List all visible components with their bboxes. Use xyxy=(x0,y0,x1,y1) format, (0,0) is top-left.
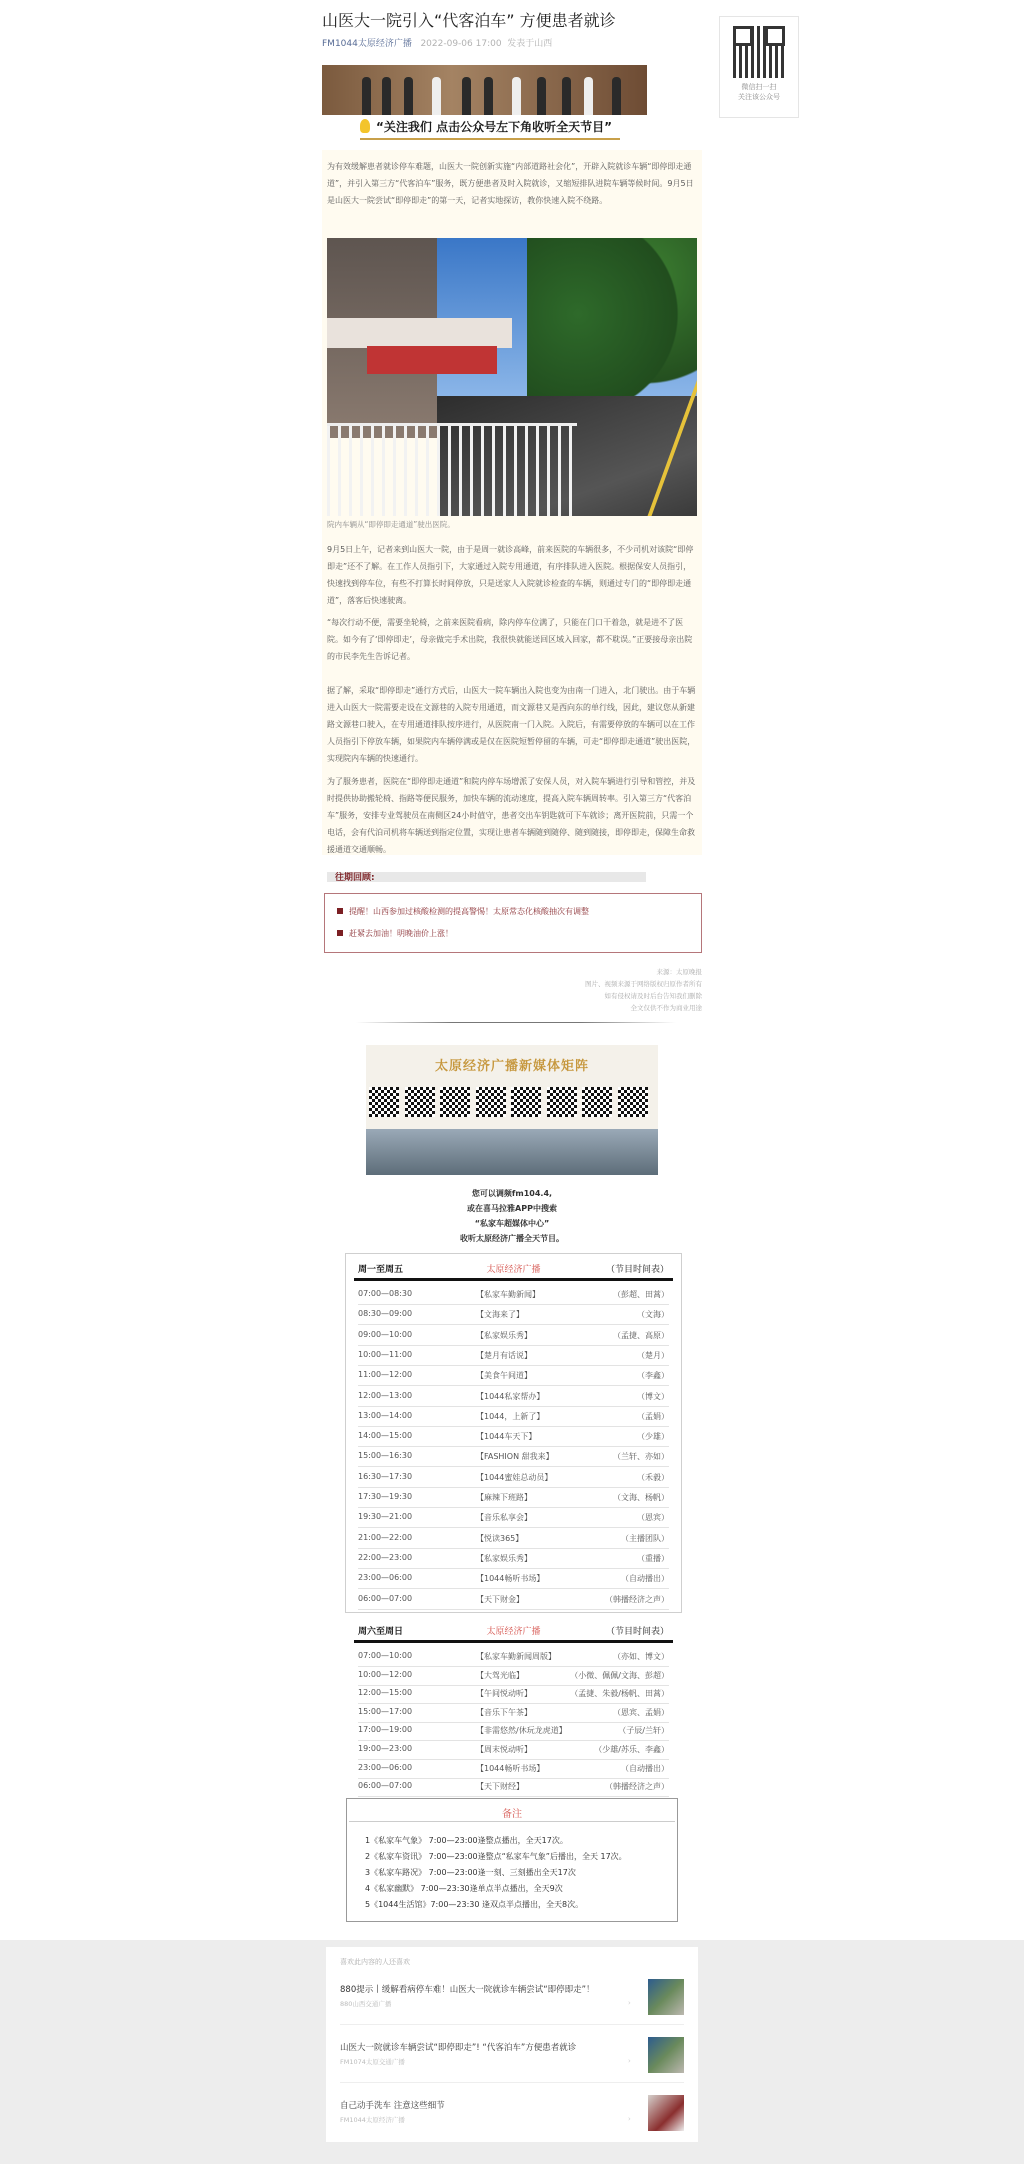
recommend-item-title: 山医大一院就诊车辆尝试“即停即走”! “代客泊车”方便患者就诊 xyxy=(340,2043,577,2053)
chevron-right-icon: › xyxy=(628,1999,631,2007)
schedule-program: 【周末悦动听】 xyxy=(476,1745,532,1754)
schedule-program: 【天下财经】 xyxy=(476,1782,524,1792)
recommend-item-source: 880山西交通广播 xyxy=(340,2000,392,2008)
schedule-row xyxy=(358,1406,669,1427)
schedule-header: 周一至周五 太原经济广播 （节目时间表） xyxy=(358,1265,669,1275)
schedule-program: 【音乐私享会】 xyxy=(476,1513,532,1523)
schedule-host: （文海） xyxy=(637,1310,669,1320)
schedule-time: 17:30—19:30 xyxy=(358,1492,413,1501)
recommend-item[interactable] xyxy=(340,2091,684,2137)
schedule-time: 12:00—15:00 xyxy=(358,1688,413,1698)
schedule-row xyxy=(358,1426,669,1447)
chevron-right-icon: › xyxy=(628,2057,631,2065)
publish-datetime: 2022-09-06 17:00 xyxy=(420,39,502,49)
weekend-schedule-table xyxy=(345,1615,682,1795)
schedule-program: 【1044蜜娃总动员】 xyxy=(476,1472,553,1482)
schedule-program: 【非需悠然/休玩龙虎道】 xyxy=(476,1726,567,1736)
bridge-photo xyxy=(366,1129,658,1175)
schedule-row xyxy=(358,1589,669,1610)
schedule-row xyxy=(358,1446,669,1467)
schedule-program: 【1044畅听书场】 xyxy=(476,1574,545,1584)
weekday-schedule-table xyxy=(345,1253,682,1613)
schedule-host: （自动播出） xyxy=(621,1763,669,1773)
schedule-program: 【私家娱乐秀】 xyxy=(476,1330,532,1340)
schedule-row xyxy=(358,1467,669,1488)
note-item: 3《私家车路况》 7:00—23:00逢一刻、三刻播出全天17次 xyxy=(365,1868,576,1877)
schedule-row xyxy=(358,1386,669,1407)
recommend-item[interactable] xyxy=(340,2033,684,2079)
schedule-host: （重播） xyxy=(637,1553,669,1563)
qr-code-icon xyxy=(476,1087,506,1117)
past-review-header xyxy=(327,872,646,882)
schedule-program: 【麻辣下班路】 xyxy=(476,1493,532,1502)
schedule-program: 【私家娱乐秀】 xyxy=(476,1553,532,1563)
schedule-time: 12:00—13:00 xyxy=(358,1390,413,1400)
chevron-right-icon: › xyxy=(628,2115,631,2123)
matrix-qr-codes xyxy=(369,1087,655,1119)
schedule-time: 09:00—10:00 xyxy=(358,1329,413,1339)
schedule-row xyxy=(358,1568,669,1589)
schedule-row xyxy=(358,1284,669,1305)
schedule-time: 07:00—10:00 xyxy=(358,1651,413,1660)
schedule-time: 23:00—06:00 xyxy=(358,1573,413,1583)
recommend-card xyxy=(326,1947,698,2142)
schedule-row xyxy=(358,1325,669,1346)
schedule-host: （文海、杨帆） xyxy=(613,1493,669,1502)
recommend-item-source: FM1044太原经济广播 xyxy=(340,2116,405,2124)
schedule-host: （子辰/兰轩） xyxy=(618,1726,669,1736)
section-divider xyxy=(356,1022,676,1023)
schedule-program: 【天下财金】 xyxy=(476,1594,524,1604)
publish-location: 发表于山西 xyxy=(507,39,553,49)
schedule-time: 15:00—16:30 xyxy=(358,1451,413,1461)
schedule-program: 【文海来了】 xyxy=(476,1310,524,1320)
schedule-program: 【午间悦动听】 xyxy=(476,1689,532,1699)
schedule-header: 周六至周日 太原经济广播 （节目时间表） xyxy=(358,1627,669,1637)
schedule-time: 15:00—17:00 xyxy=(358,1706,413,1716)
schedule-program: 【1044车天下】 xyxy=(476,1432,537,1442)
schedule-program: 【音乐下午茶】 xyxy=(476,1707,532,1717)
banner-caption: “关注我们 点击公众号左下角收听全天节目” xyxy=(360,118,620,140)
schedule-program: 【私家车勤新闻周版】 xyxy=(476,1652,556,1661)
article-meta xyxy=(322,36,552,49)
recommend-item-source: FM1074太原交通广播 xyxy=(340,2058,405,2066)
schedule-time: 19:00—23:00 xyxy=(358,1744,413,1753)
schedule-time: 19:30—21:00 xyxy=(358,1512,413,1522)
recommend-thumbnail xyxy=(648,1979,684,2015)
schedule-host: （小微、佩佩/文海、彭超） xyxy=(570,1670,669,1680)
schedule-host: （少雄） xyxy=(637,1432,669,1442)
note-item: 2《私家车资讯》 7:00—23:00逢整点“私家车气象”后播出，全天 17次。 xyxy=(365,1852,627,1861)
note-item: 1《私家车气象》 7:00—23:00逢整点播出，全天17次。 xyxy=(365,1836,568,1845)
schedule-host: （韩播经济之声） xyxy=(605,1594,669,1604)
schedule-row xyxy=(358,1548,669,1569)
recommend-thumbnail xyxy=(648,2037,684,2073)
schedule-time: 10:00—12:00 xyxy=(358,1669,413,1679)
paragraph-intro: 为有效缓解患者就诊停车难题，山医大一院创新实施“内部道路社会化”，开辟入院就诊车辆“即停即走通道”，并引入第三方“代客泊车”服务，既方便患者及时入院就诊，又缩短排队进院车辆等候时间。9月5日是山医大一院尝试“即停即走”的第一天，记者实地探访，教你快速入院不绕路。 xyxy=(327,162,694,205)
notes-box xyxy=(346,1798,678,1922)
qr-code-icon xyxy=(369,1087,399,1117)
media-matrix-image[interactable] xyxy=(366,1045,658,1175)
schedule-row xyxy=(358,1365,669,1386)
schedule-host: （兰轩、亦如） xyxy=(613,1452,669,1462)
schedule-row xyxy=(358,1776,669,1797)
listen-instructions: 您可以调频fm104.4, 或在喜马拉雅APP中搜索 “私家车超媒体中心” 收听太原经济广播全天节目。 xyxy=(460,1189,564,1243)
schedule-time: 17:00—19:00 xyxy=(358,1725,413,1735)
lightbulb-icon xyxy=(360,119,370,133)
qr-caption-line1: 微信扫一扫 xyxy=(741,83,777,91)
schedule-host: （李鑫） xyxy=(637,1371,669,1381)
recommend-item[interactable] xyxy=(340,1975,684,2021)
media-matrix-title: 太原经济广播新媒体矩阵 xyxy=(434,1059,589,1074)
recommend-item-title: 880提示丨缓解看病停车难！山医大一院就诊车辆尝试“即停即走”！ xyxy=(340,1985,595,1995)
past-review-label: 往期回顾: xyxy=(335,873,375,883)
schedule-time: 07:00—08:30 xyxy=(358,1289,413,1298)
paragraph-1: 9月5日上午，记者来到山医大一院，由于是周一就诊高峰，前来医院的车辆很多，不少司机对该院“即停即走”还不了解。在工作人员指引下，大家通过入院专用通道，有序排队进入医院。根据保安人员指引，快速找到停车位，有些不打算长时间停放，只是送家人入院就诊检查的车辆，则通过专门的“即停即走通道”，落客后快速驶离。 xyxy=(327,545,694,605)
schedule-time: 13:00—14:00 xyxy=(358,1410,413,1420)
schedule-program: 【大驾光临】 xyxy=(476,1670,524,1680)
schedule-program: 【1044，上新了】 xyxy=(476,1411,545,1421)
recommend-item-title: 自己动手洗车 注意这些细节 xyxy=(340,2101,445,2111)
follow-qr-card xyxy=(719,16,799,118)
recommend-heading: 喜欢此内容的人还喜欢 xyxy=(340,1958,410,1966)
qr-caption-line2: 关注该公众号 xyxy=(738,93,780,101)
schedule-row xyxy=(358,1487,669,1508)
schedule-time: 21:00—22:00 xyxy=(358,1532,413,1542)
account-name-link[interactable]: FM1044太原经济广播 xyxy=(322,39,412,49)
schedule-program: 【楚月有话说】 xyxy=(476,1350,532,1360)
schedule-time: 10:00—11:00 xyxy=(358,1349,413,1359)
schedule-host: （博文） xyxy=(637,1391,669,1401)
schedule-program: 【1044私家帮办】 xyxy=(476,1391,545,1401)
schedule-host: （恩宾） xyxy=(637,1513,669,1523)
schedule-program: 【FASHION 甜我来】 xyxy=(476,1452,554,1462)
schedule-program: 【1044畅听书场】 xyxy=(476,1763,545,1773)
past-review-link[interactable]: 赶紧去加油！明晚油价上涨！ xyxy=(337,928,453,939)
schedule-host: （禾毅） xyxy=(637,1472,669,1482)
schedule-time: 14:00—15:00 xyxy=(358,1431,413,1441)
qr-code-icon xyxy=(511,1087,541,1117)
schedule-row xyxy=(358,1528,669,1549)
schedule-time: 22:00—23:00 xyxy=(358,1552,413,1562)
qr-code-icon xyxy=(440,1087,470,1117)
qr-code-icon xyxy=(618,1087,648,1117)
recommend-thumbnail xyxy=(648,2095,684,2131)
schedule-row xyxy=(358,1507,669,1528)
source-credits: 来源：太原晚报 图片、视频来源于网络版权归原作者所有 如有侵权请及时后台告知我们删除 全文仅供不作为商业用途 xyxy=(585,968,702,1012)
schedule-host: （孟娟） xyxy=(637,1411,669,1421)
schedule-program: 【悦读365】 xyxy=(476,1533,524,1543)
qr-code-icon xyxy=(582,1087,612,1117)
paragraph-4: 为了服务患者，医院在“即停即走通道”和院内停车场增派了安保人员，对入院车辆进行引导和管控，并及时提供协助搬轮椅、指路等便民服务，加快车辆的流动速度，提高入院车辆周转率。引入第三方“代客泊车”服务，安排专业驾驶员在南侧区24小时值守，患者交出车钥匙就可下车就诊；离开医院前，只需一个电话，会有代泊司机将车辆送到指定位置，实现让患者车辆随到随停、随到随接，即停即走，保障生命救援通道交通顺畅。 xyxy=(327,777,696,854)
schedule-host: （楚月） xyxy=(637,1350,669,1360)
schedule-host: （彭超、田蒿） xyxy=(613,1290,669,1299)
schedule-row xyxy=(358,1345,669,1366)
header-banner-image xyxy=(322,65,647,115)
schedule-host: （主播团队） xyxy=(621,1533,669,1543)
photo-caption: 院内车辆从“即停即走通道”驶出医院。 xyxy=(327,520,455,529)
schedule-host: （自动播出） xyxy=(621,1574,669,1584)
paragraph-3: 据了解，采取“即停即走”通行方式后，山医大一院车辆出入院也变为由南一门进入，北门驶出。由于车辆进入山医大一院需要走设在文源巷的入院专用通道，而文源巷又是西向东的单行线，因此，建议您从新建路文源巷口驶入，在专用通道排队按序进行，从医院南一门入院。入院后，有需要停放的车辆可以在工作人员指引下停放车辆，如果院内车辆停满或是仅在医院短暂停留的车辆，可走“即停即走通道”驶出医院，实现院内车辆的快速通行。 xyxy=(327,686,696,763)
schedule-time: 08:30—09:00 xyxy=(358,1309,413,1319)
schedule-host: （韩播经济之声） xyxy=(605,1782,669,1792)
schedule-program: 【私家车勤新闻】 xyxy=(476,1290,540,1299)
schedule-time: 06:00—07:00 xyxy=(358,1593,413,1603)
qr-code-icon xyxy=(547,1087,577,1117)
past-review-box xyxy=(324,893,702,953)
schedule-time: 06:00—07:00 xyxy=(358,1781,413,1791)
schedule-host: （少雄/苏乐、李鑫） xyxy=(594,1745,669,1754)
schedule-time: 11:00—12:00 xyxy=(358,1370,413,1380)
paragraph-2: “每次行动不便，需要坐轮椅，之前来医院看病，除内停车位满了，只能在门口干着急，就是进不了医院。如今有了‘即停即走’，母亲做完手术出院，我很快就能送回区域入回家，都不耽误。”正要接母亲出院的市民李先生告诉记者。 xyxy=(327,618,693,661)
schedule-row xyxy=(358,1304,669,1325)
note-item: 5《1044生活馆》7:00—23:30 逢双点半点播出，全天8次。 xyxy=(365,1900,584,1909)
article-title: 山医大一院引入“代客泊车” 方便患者就诊 xyxy=(322,11,616,30)
schedule-host: （孟捷、高原） xyxy=(613,1330,669,1340)
schedule-program: 【美食午间道】 xyxy=(476,1371,532,1381)
notes-title: 备注 xyxy=(502,1809,522,1820)
schedule-time: 23:00—06:00 xyxy=(358,1762,413,1772)
hospital-entrance-photo[interactable] xyxy=(327,238,697,516)
schedule-host: （恩宾、孟娟） xyxy=(613,1707,669,1717)
qr-code-icon xyxy=(733,26,785,78)
schedule-host: （孟捷、朱毅/杨帆、田蒿） xyxy=(570,1689,669,1699)
note-item: 4《私家幽默》 7:00—23:30逢单点半点播出，全天9次 xyxy=(365,1884,563,1893)
schedule-host: （亦如、博文） xyxy=(613,1652,669,1661)
qr-code-icon xyxy=(405,1087,435,1117)
past-review-link[interactable]: 提醒！山西参加过核酸检测的提高警惕！太原常态化核酸抽次有调整 xyxy=(337,906,589,917)
schedule-time: 16:30—17:30 xyxy=(358,1471,413,1481)
